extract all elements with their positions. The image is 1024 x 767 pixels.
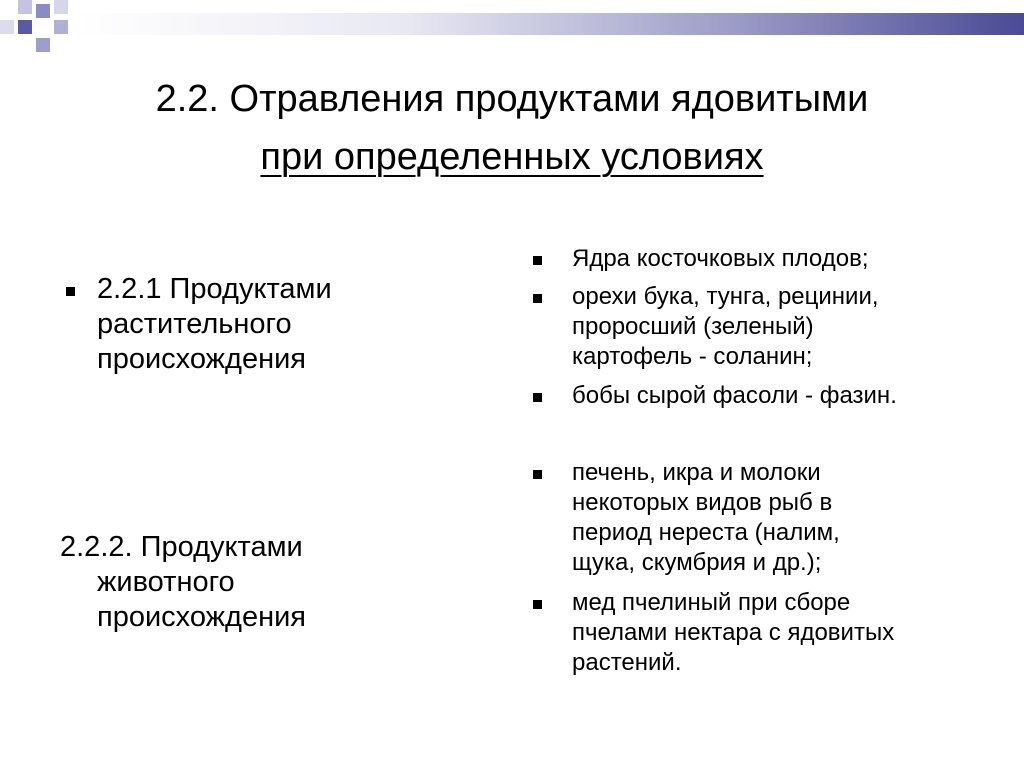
right-list-item bbox=[572, 588, 1002, 678]
right-item-line: бобы сырой фасоли - фазин. bbox=[572, 382, 897, 409]
right-item-line: орехи бука, тунга, рецинии, bbox=[572, 283, 879, 310]
right-list-item bbox=[572, 458, 1002, 578]
left-item-line: происхождения bbox=[97, 601, 307, 633]
right-item-line: период нереста (налим, bbox=[572, 519, 840, 546]
right-item-line: пчелами нектара с ядовитых bbox=[572, 619, 895, 646]
decor-square bbox=[54, 0, 68, 14]
right-item-line: проросший (зеленый) bbox=[572, 313, 814, 340]
right-list-item bbox=[572, 244, 1002, 274]
right-item-line: мед пчелиный при сборе bbox=[572, 589, 851, 616]
left-item-line: 2.2.2. Продуктами bbox=[60, 531, 303, 563]
decor-square bbox=[36, 4, 50, 18]
slide-decoration bbox=[0, 0, 1024, 60]
left-item-line: растительного bbox=[97, 308, 292, 340]
decor-square bbox=[18, 20, 32, 34]
decor-square bbox=[18, 0, 32, 14]
right-item-line: Ядра косточковых плодов; bbox=[572, 245, 869, 272]
left-item-line: происхождения bbox=[97, 343, 307, 375]
right-item-line: растений. bbox=[572, 649, 682, 676]
decor-square bbox=[54, 20, 68, 34]
left-item-line: животного bbox=[97, 566, 235, 598]
bullet-square-icon bbox=[533, 393, 542, 402]
right-list-item bbox=[572, 282, 1002, 372]
bullet-square-icon bbox=[66, 287, 75, 296]
right-item-line: печень, икра и молоки bbox=[572, 459, 821, 486]
bullet-square-icon bbox=[533, 470, 542, 479]
bullet-square-icon bbox=[533, 600, 542, 609]
title-line-1: 2.2. Отравления продуктами ядовитыми bbox=[155, 78, 869, 120]
right-item-line: некоторых видов рыб в bbox=[572, 489, 833, 516]
left-item-plant bbox=[97, 272, 332, 377]
bullet-square-icon bbox=[533, 294, 542, 303]
right-item-line: картофель - соланин; bbox=[572, 343, 813, 370]
decor-square bbox=[36, 38, 50, 52]
right-item-line: щука, скумбрия и др.); bbox=[572, 549, 822, 576]
gradient-bar bbox=[78, 13, 1024, 35]
left-item-line: 2.2.1 Продуктами bbox=[97, 273, 332, 305]
slide-title bbox=[0, 70, 1024, 186]
left-item-animal bbox=[60, 530, 306, 635]
bullet-square-icon bbox=[533, 256, 542, 265]
title-line-2: при определенных условиях bbox=[260, 136, 764, 178]
decor-square bbox=[0, 20, 14, 34]
right-list-item bbox=[572, 381, 1002, 411]
